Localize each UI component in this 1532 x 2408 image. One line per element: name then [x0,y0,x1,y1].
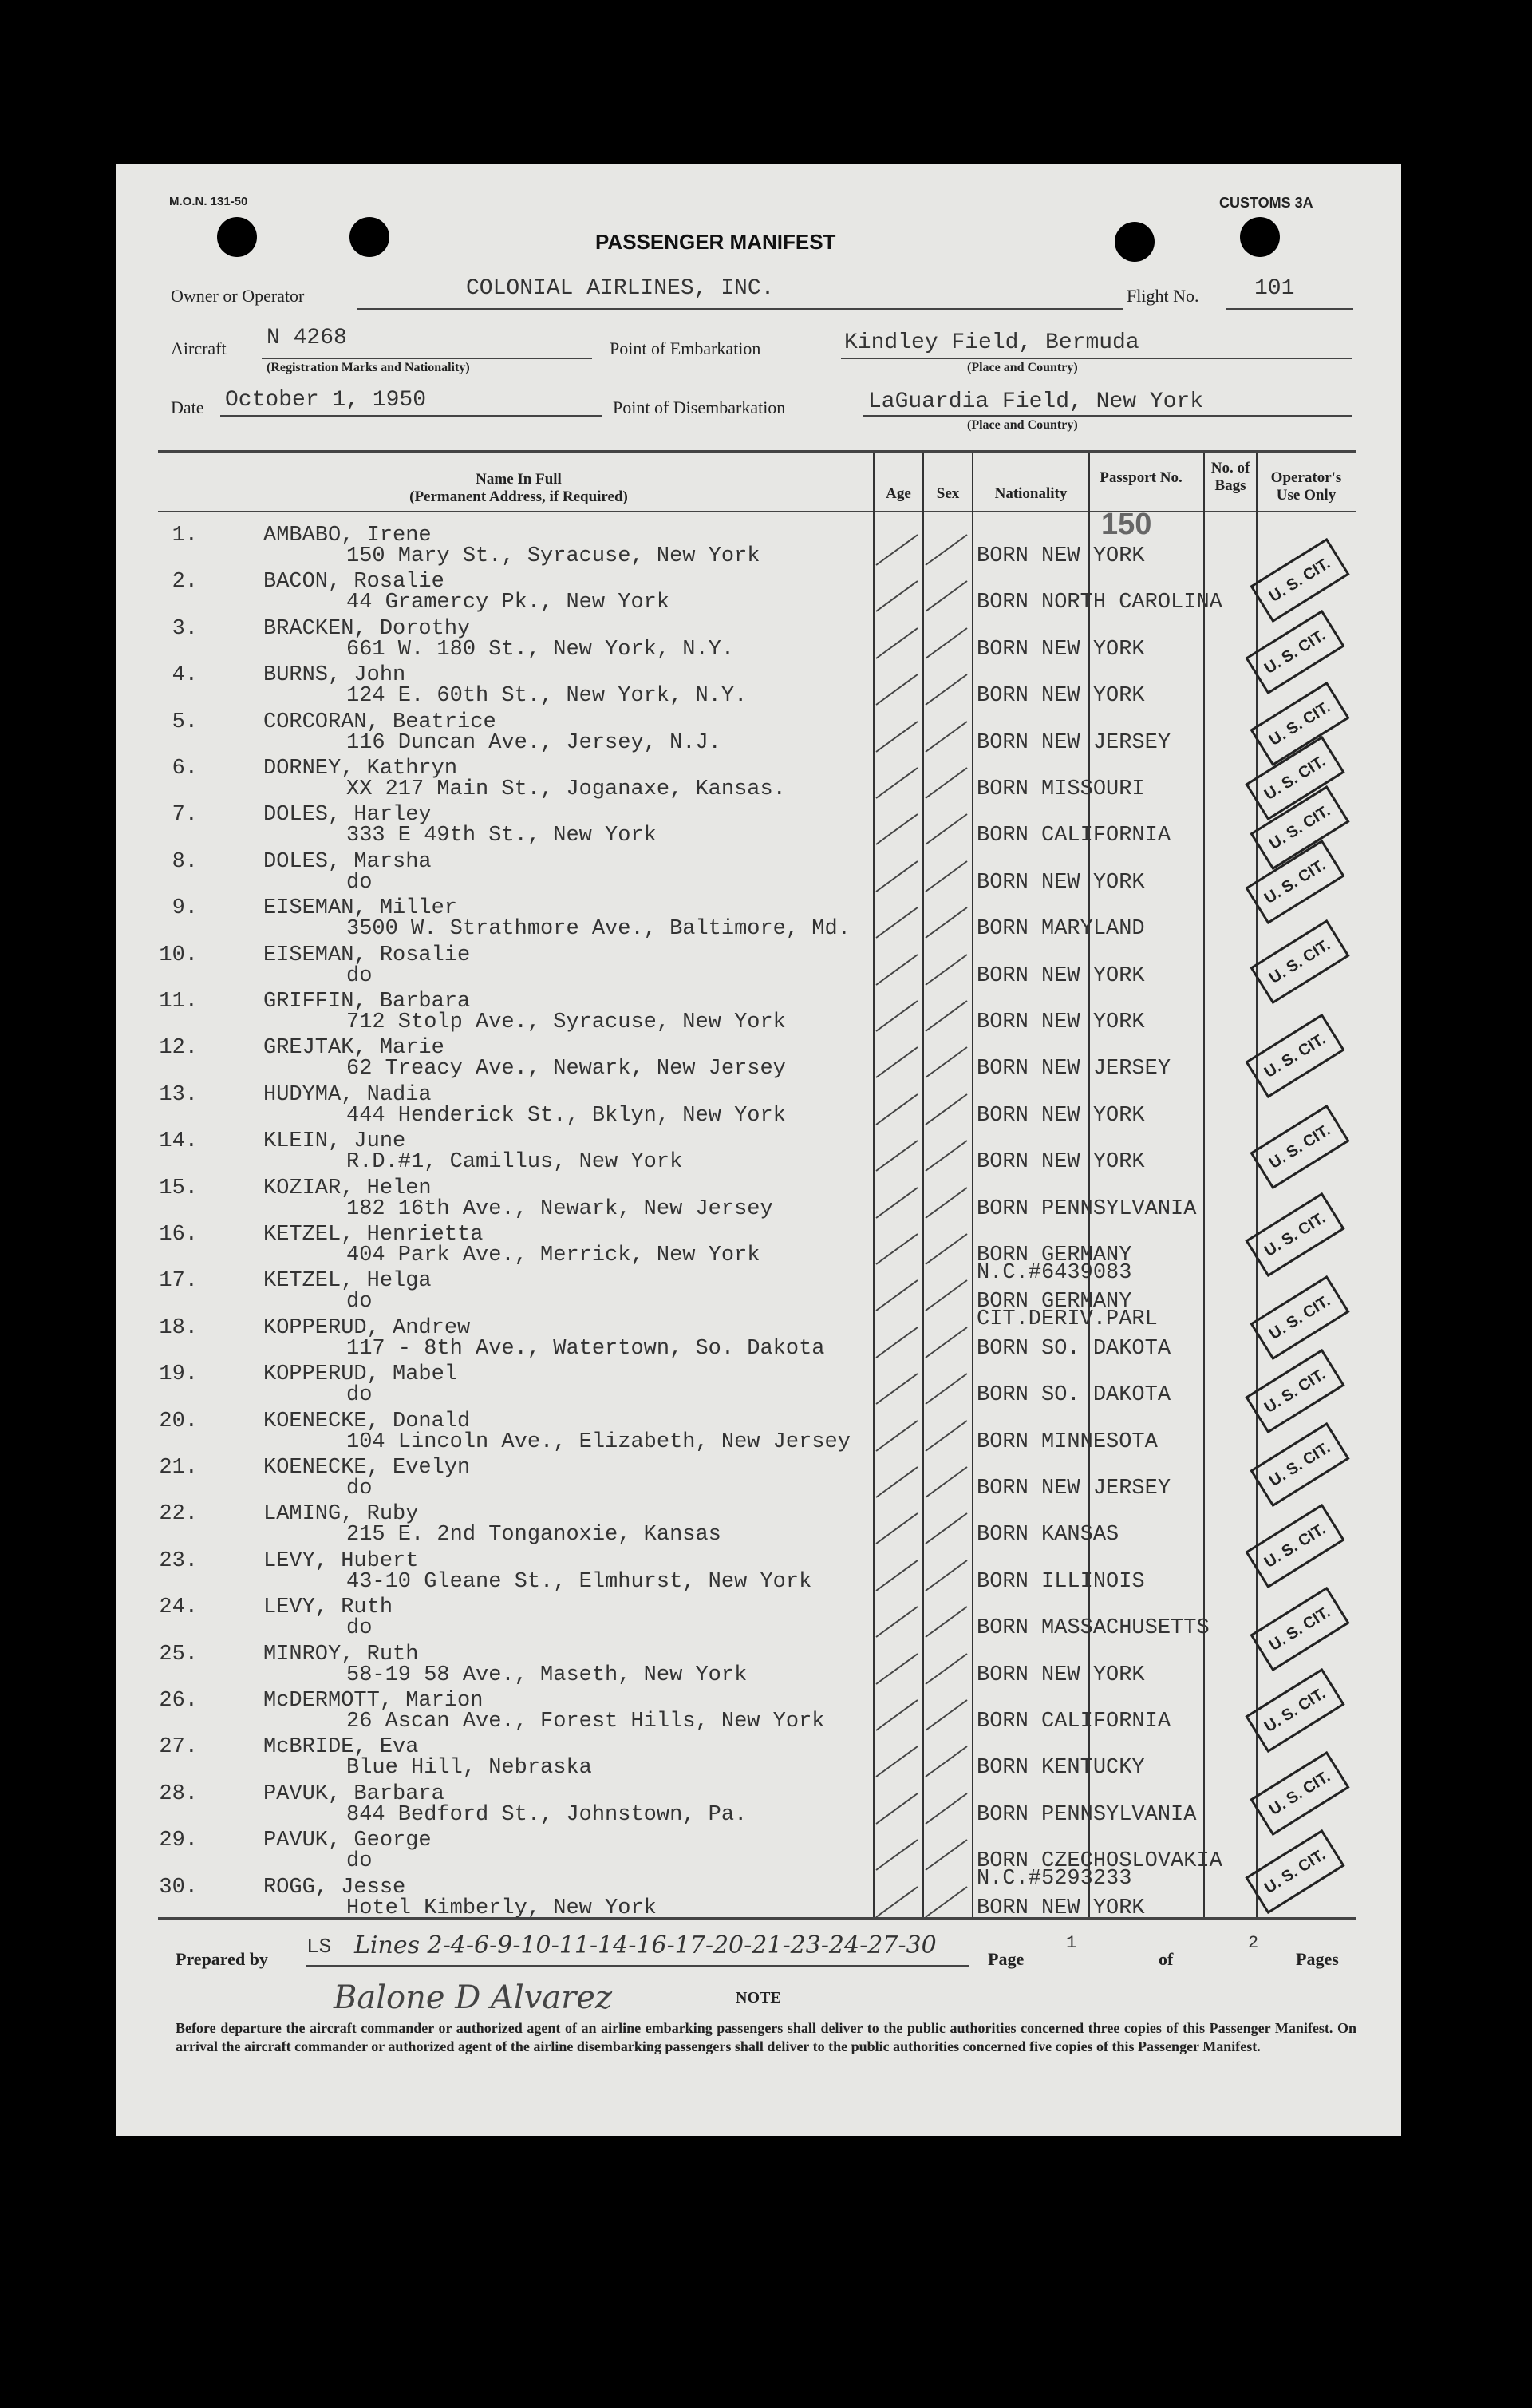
aircraft-label: Aircraft [171,338,227,358]
passenger-nationality: BORN CALIFORNIA [977,1710,1171,1734]
passenger-name: McBRIDE, Eva [263,1735,419,1759]
of-value: 2 [1248,1933,1259,1953]
passenger-address: XX 217 Main St., Joganaxe, Kansas. [346,777,786,801]
page-value: 1 [1066,1933,1077,1953]
passenger-address: 104 Lincoln Ave., Elizabeth, New Jersey [346,1430,851,1454]
passenger-nationality: BORN CZECHOSLOVAKIA [977,1849,1222,1873]
owner-label: Owner or Operator [171,286,305,306]
row-number: 23. [159,1549,198,1573]
passenger-address: 404 Park Ave., Merrick, New York [346,1244,760,1267]
column-divider [1203,453,1205,1917]
passenger-name: KOZIAR, Helen [263,1176,432,1200]
disembark-caption: (Place and Country) [967,418,1078,432]
passenger-name: GRIFFIN, Barbara [263,990,471,1014]
passenger-nationality: BORN NEW YORK [977,1010,1145,1034]
us-citizen-stamp: U. S. CIT. [1245,1504,1344,1588]
passenger-address: do [346,871,373,895]
passenger-name: DORNEY, Kathryn [263,757,458,781]
passenger-name: KETZEL, Helga [263,1269,432,1293]
passenger-address: 26 Ascan Ave., Forest Hills, New York [346,1710,825,1734]
us-citizen-stamp: U. S. CIT. [1250,538,1349,623]
col-header-nationality: Nationality [994,485,1068,502]
passenger-address: 43-10 Gleane St., Elmhurst, New York [346,1570,812,1594]
customs-code: CUSTOMS 3A [1219,195,1313,211]
passenger-address: do [346,1383,373,1407]
passenger-nationality: BORN GERMANY [977,1290,1132,1314]
passenger-nationality: BORN KENTUCKY [977,1756,1145,1780]
passenger-address: 62 Treacy Ave., Newark, New Jersey [346,1057,786,1081]
note-label: NOTE [736,1989,781,2007]
col-header-name: Name In Full (Permanent Address, if Required) [409,471,628,505]
row-number: 29. [159,1829,198,1852]
flight-underline [1226,308,1353,310]
us-citizen-stamp: U. S. CIT. [1250,919,1349,1004]
passenger-nationality: BORN GERMANY [977,1244,1132,1267]
column-divider [972,453,973,1917]
passenger-name: HUDYMA, Nadia [263,1083,432,1107]
col-header-bags: No. of Bags [1210,460,1250,494]
note-text: Before departure the aircraft commander or authorized agent of an airline embarking passengers shall deliver to the public authorities concerned three copies of this Passenger Manifest. On arrival the aircraft commander or authorized agent of the airline disembarking passengers shall deliver to the public authorities concerned five copies of this Passenger Manifest. [176,2020,1356,2054]
punch-hole [1115,222,1155,262]
disembark-label: Point of Disembarkation [613,397,786,417]
passenger-address: 150 Mary St., Syracuse, New York [346,544,760,568]
passenger-name: CORCORAN, Beatrice [263,710,496,734]
us-citizen-stamp: U. S. CIT. [1250,682,1349,766]
passenger-name: BACON, Rosalie [263,570,444,594]
date-underline [220,415,602,417]
passenger-address: 444 Henderick St., Bklyn, New York [346,1104,786,1128]
passenger-address: 58-19 58 Ave., Maseth, New York [346,1663,748,1687]
row-number: 17. [159,1269,198,1293]
us-citizen-stamp: U. S. CIT. [1245,1014,1344,1098]
row-number: 26. [159,1689,198,1713]
row-number: 21. [159,1456,198,1480]
passenger-nationality: BORN SO. DAKOTA [977,1337,1171,1361]
passenger-name: KLEIN, June [263,1129,406,1153]
us-citizen-stamp: U. S. CIT. [1245,1668,1344,1753]
prepared-label: Prepared by [176,1949,268,1969]
us-citizen-stamp: U. S. CIT. [1250,1751,1349,1836]
row-number: 22. [159,1502,198,1526]
us-citizen-stamp: U. S. CIT. [1245,610,1344,694]
col-header-age: Age [886,485,911,502]
passenger-nationality: BORN PENNSYLVANIA [977,1197,1197,1221]
us-citizen-stamp: U. S. CIT. [1250,1275,1349,1360]
passenger-nationality: BORN ILLINOIS [977,1570,1145,1594]
punch-hole [1240,217,1280,257]
row-number: 25. [159,1643,198,1667]
date-label: Date [171,397,204,417]
col-header-passport: Passport No. [1100,469,1183,486]
passenger-name: DOLES, Marsha [263,850,432,874]
passenger-address: do [346,964,373,988]
row-number: 11. [159,990,198,1014]
passenger-nationality: BORN MINNESOTA [977,1430,1158,1454]
us-citizen-stamp: U. S. CIT. [1245,1829,1344,1914]
disembark-value: LaGuardia Field, New York [868,389,1204,414]
signature: Balone D Alvarez [334,1979,613,2016]
pages-label: Pages [1296,1949,1339,1969]
us-citizen-stamp: U. S. CIT. [1250,1587,1349,1671]
punch-hole [217,217,257,257]
aircraft-underline [262,358,592,359]
passenger-name: KOPPERUD, Mabel [263,1362,458,1386]
form-code: M.O.N. 131-50 [169,195,248,208]
passenger-address: do [346,1477,373,1501]
row-number: 28. [159,1782,198,1806]
passenger-address: R.D.#1, Camillus, New York [346,1150,683,1174]
passenger-nationality: BORN KANSAS [977,1523,1119,1547]
passenger-name: McDERMOTT, Marion [263,1689,484,1713]
row-number: 13. [159,1083,198,1107]
passenger-name: GREJTAK, Marie [263,1036,444,1060]
column-divider [873,453,875,1917]
passenger-name: AMBABO, Irene [263,524,432,548]
row-number: 2. [172,570,198,594]
owner-underline [357,308,1123,310]
passenger-nationality: BORN MISSOURI [977,777,1145,801]
passenger-nationality: BORN SO. DAKOTA [977,1383,1171,1407]
embark-underline [841,358,1352,359]
passenger-address: 117 - 8th Ave., Watertown, So. Dakota [346,1337,825,1361]
passenger-address: do [346,1849,373,1873]
disembark-underline [863,415,1352,417]
of-label: of [1159,1949,1174,1969]
passenger-nationality: BORN CALIFORNIA [977,824,1171,848]
us-citizen-stamp: U. S. CIT. [1245,840,1344,924]
passenger-nationality: BORN NEW YORK [977,684,1145,708]
row-number: 30. [159,1876,198,1900]
handwritten-lines-list: Lines 2-4-6-9-10-11-14-16-17-20-21-23-24-27-30 [354,1932,937,1959]
passenger-name: KETZEL, Henrietta [263,1223,484,1247]
passenger-name: BRACKEN, Dorothy [263,617,471,641]
row-number: 12. [159,1036,198,1060]
passenger-address: 215 E. 2nd Tonganoxie, Kansas [346,1523,721,1547]
us-citizen-stamp: U. S. CIT. [1250,1422,1349,1507]
col-header-operator: Operator's Use Only [1270,469,1342,504]
row-number: 27. [159,1735,198,1759]
passenger-nationality: BORN NEW JERSEY [977,1057,1171,1081]
row-number: 5. [172,710,198,734]
passenger-nationality: BORN NORTH CAROLINA [977,591,1222,615]
aircraft-value: N 4268 [267,326,347,350]
passenger-address: 712 Stolp Ave., Syracuse, New York [346,1010,786,1034]
column-divider [922,453,924,1917]
us-citizen-stamp: U. S. CIT. [1250,1105,1349,1189]
passenger-nationality: BORN MARYLAND [977,917,1145,941]
passenger-name: BURNS, John [263,663,406,687]
prepared-value: LS [306,1935,332,1959]
row-number: 16. [159,1223,198,1247]
passenger-address: do [346,1616,373,1640]
passenger-address: 124 E. 60th St., New York, N.Y. [346,684,748,708]
row-number: 6. [172,757,198,781]
passenger-name: KOENECKE, Evelyn [263,1456,471,1480]
passenger-nationality: BORN NEW YORK [977,638,1145,662]
embark-caption: (Place and Country) [967,361,1078,374]
passenger-name: EISEMAN, Rosalie [263,943,471,967]
passenger-nationality: BORN NEW YORK [977,1150,1145,1174]
row-number: 15. [159,1176,198,1200]
passenger-nationality: BORN NEW YORK [977,1663,1145,1687]
date-value: October 1, 1950 [225,388,427,413]
row-number: 14. [159,1129,198,1153]
row-number: 9. [172,896,198,920]
aircraft-caption: (Registration Marks and Nationality) [267,361,470,374]
passenger-address: 844 Bedford St., Johnstown, Pa. [346,1803,748,1827]
passenger-name: ROGG, Jesse [263,1876,406,1900]
passenger-nationality-note: N.C.#6439083 [977,1261,1132,1285]
page-label: Page [988,1949,1025,1969]
flight-label: Flight No. [1127,286,1199,306]
passenger-nationality: BORN NEW YORK [977,1896,1145,1920]
embark-label: Point of Embarkation [610,338,761,358]
embark-value: Kindley Field, Bermuda [844,330,1139,355]
passenger-nationality: BORN NEW YORK [977,964,1145,988]
passenger-address: do [346,1290,373,1314]
passenger-address: 116 Duncan Ave., Jersey, N.J. [346,731,721,755]
us-citizen-stamp: U. S. CIT. [1245,1192,1344,1277]
row-number: 7. [172,803,198,827]
row-number: 1. [172,524,198,548]
passenger-address: 182 16th Ave., Newark, New Jersey [346,1197,773,1221]
punch-hole [349,217,389,257]
passenger-name: PAVUK, George [263,1829,432,1852]
passport-handwritten: 150 [1101,508,1152,541]
passenger-name: KOPPERUD, Andrew [263,1316,471,1340]
form-title: PASSENGER MANIFEST [595,230,836,254]
passenger-nationality-note: CIT.DERIV.PARL [977,1307,1158,1331]
passenger-nationality: BORN NEW YORK [977,544,1145,568]
row-number: 20. [159,1410,198,1433]
passenger-name: PAVUK, Barbara [263,1782,444,1806]
us-citizen-stamp: U. S. CIT. [1245,1349,1344,1433]
passenger-name: DOLES, Harley [263,803,432,827]
flight-value: 101 [1254,276,1295,301]
passenger-nationality: BORN NEW JERSEY [977,731,1171,755]
passenger-name: LEVY, Ruth [263,1595,393,1619]
passenger-address: Hotel Kimberly, New York [346,1896,657,1920]
passenger-address: 44 Gramercy Pk., New York [346,591,670,615]
passenger-nationality: BORN NEW YORK [977,871,1145,895]
us-citizen-stamp: U. S. CIT. [1250,785,1349,870]
passenger-address: Blue Hill, Nebraska [346,1756,592,1780]
table-top-rule [158,450,1356,453]
row-number: 4. [172,663,198,687]
passenger-nationality: BORN PENNSYLVANIA [977,1803,1197,1827]
passenger-address: 661 W. 180 St., New York, N.Y. [346,638,735,662]
column-divider [1088,453,1090,1917]
row-number: 10. [159,943,198,967]
row-number: 24. [159,1595,198,1619]
owner-value: COLONIAL AIRLINES, INC. [466,276,775,301]
row-number: 3. [172,617,198,641]
row-number: 8. [172,850,198,874]
passenger-name: EISEMAN, Miller [263,896,458,920]
passenger-address: 333 E 49th St., New York [346,824,657,848]
us-citizen-stamp: U. S. CIT. [1245,736,1344,820]
passenger-name: KOENECKE, Donald [263,1410,471,1433]
row-number: 19. [159,1362,198,1386]
passenger-name: LAMING, Ruby [263,1502,419,1526]
table-header-rule [158,511,1356,512]
passenger-nationality: BORN MASSACHUSETTS [977,1616,1210,1640]
passenger-address: 3500 W. Strathmore Ave., Baltimore, Md. [346,917,851,941]
passenger-nationality: BORN NEW JERSEY [977,1477,1171,1501]
passenger-name: MINROY, Ruth [263,1643,419,1667]
row-number: 18. [159,1316,198,1340]
prepared-underline [306,1965,969,1967]
col-header-sex: Sex [936,485,960,502]
passenger-nationality-note: N.C.#5293233 [977,1867,1132,1891]
passenger-nationality: BORN NEW YORK [977,1104,1145,1128]
table-bottom-rule [158,1917,1356,1920]
passenger-name: LEVY, Hubert [263,1549,419,1573]
